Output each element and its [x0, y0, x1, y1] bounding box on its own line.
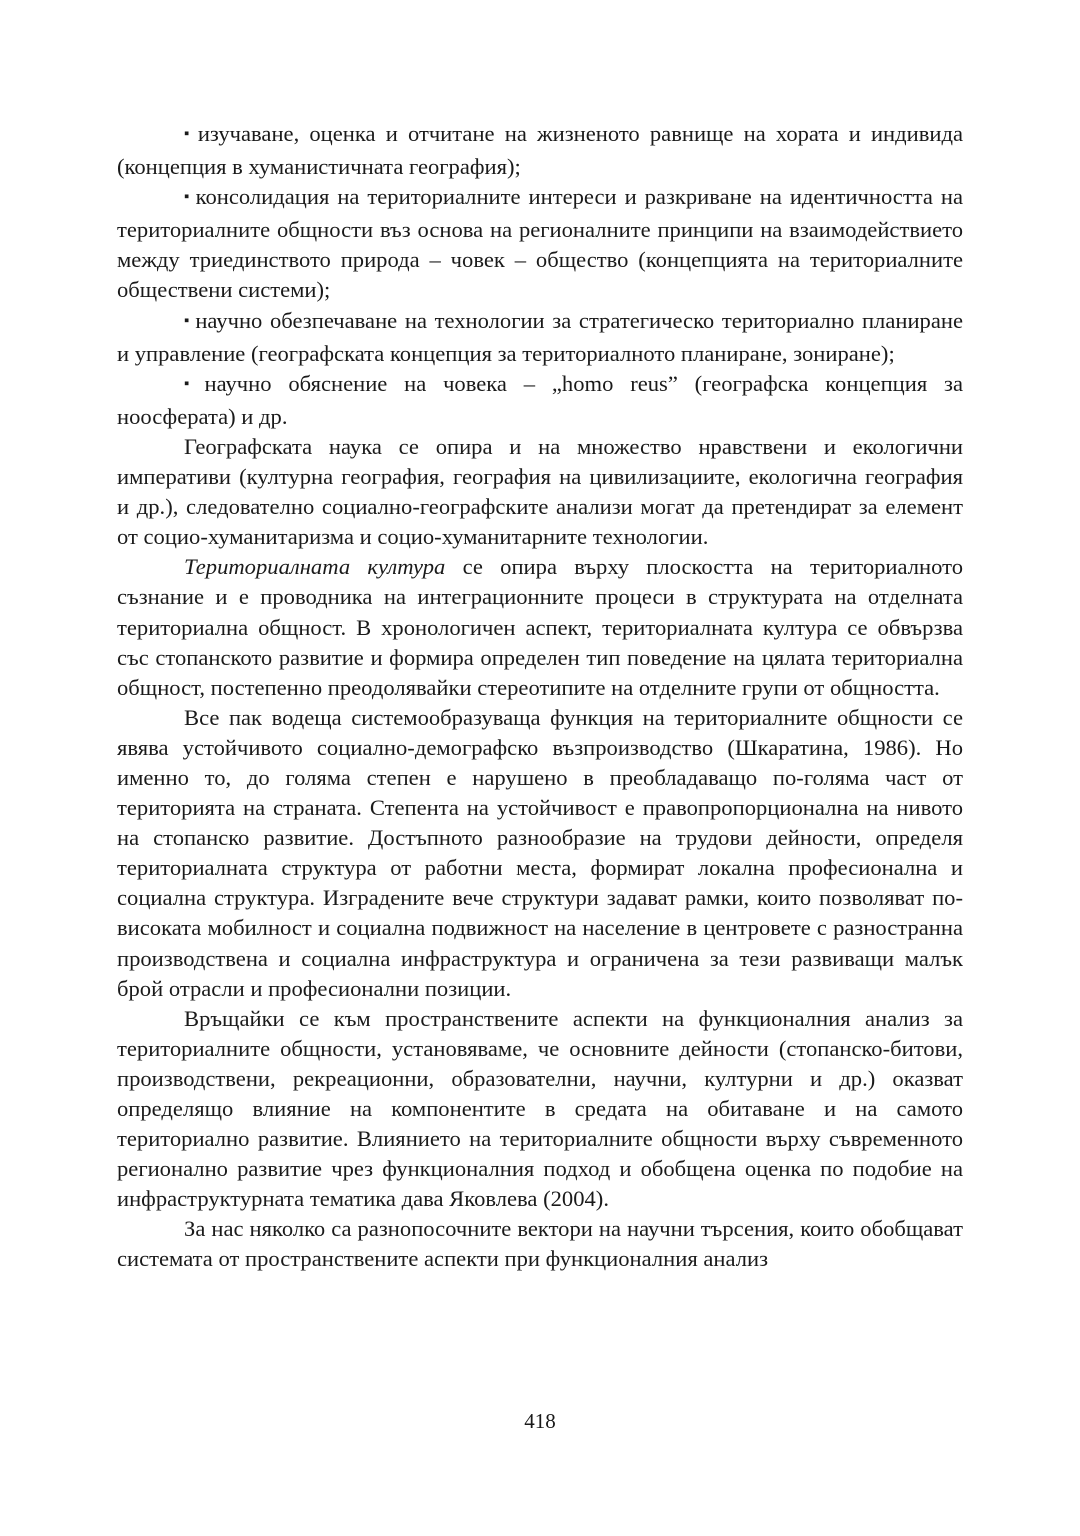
paragraph-territorial-culture	[117, 552, 963, 702]
bullet-item	[117, 182, 963, 305]
bullet-text: научно обезпечаване на технологии за стратегическо териториално планиране и управление (географската концепция за териториалното планиране, зониране);	[117, 307, 963, 366]
paragraph-text: се опира върху плоскостта на териториалното съзнание и е проводника на интеграционните процеси в структурата на отделната териториална общност. В хронологичен аспект, териториалната култура се обвързва със стопанското развитие и формира определен тип поведение на цялата териториална общност, постепенно преодолявайки стереотипите на отделните групи от общността.	[117, 554, 963, 700]
bullet-icon: ▪	[184, 375, 201, 392]
bullet-icon: ▪	[184, 189, 192, 206]
bullet-text: консолидация на териториалните интереси и разкриване на идентичността на териториалните общности въз основа на регионалните принципи на взаимодействието между триединството природа – човек – общество (концепцията на териториалните обществени системи);	[117, 184, 963, 303]
bullet-item	[117, 306, 963, 369]
page-body	[117, 119, 963, 1275]
paragraph-geographic-science: Географската наука се опира и на множество нравствени и екологични императиви (културна география, география на цивилизациите, екологична география и др.), следователно социално-географските анализи могат да претендират за елемент от социо-хуманитаризма и социо-хуманитарните технологии.	[117, 433, 963, 550]
page-number: 418	[524, 1409, 556, 1433]
paragraph-system-function: Все пак водеща системообразуваща функция на териториалните общности се явява устойчивото социално-демографско възпроизводство (Шкаратина, 1986). Но именно то, до голяма степен е нарушено в преобладаващо по-голяма част от територията на страната. Степента на устойчивост е правопропорционална на нивото на стопанско развитие. Достъпното разнообразие на трудови дейности, определя териториалната структура от работни места, формират локална професионална и социална структура. Изградените вече структури задават рамки, които позволяват по-високата мобилност и социална подвижност на население в центровете с разностранна производствена и социална инфраструктура и ограничена за тези развиващи малък брой отрасли и професионални позиции.	[117, 704, 963, 1001]
bullet-icon: ▪	[184, 312, 192, 329]
term-territorial-culture: Териториалната култура	[184, 554, 446, 580]
paragraph-spatial-aspects: Връщайки се към пространствените аспекти на функционалния анализ за териториалните общности, установяваме, че основните дейности (стопанско-битови, производствени, рекреационни, образователни, научни, културни и др.) оказват определящо влияние на компонентите в средата на обитаване и на самото териториално развитие. Влиянието на териториалните общности върху съвременното регионално развитие чрез функционалния подход и обобщена оценка по подобие на инфраструктурната тематика дава Яковлева (2004).	[117, 1005, 963, 1212]
bullet-text: изучаване, оценка и отчитане на жизненото равнище на хората и индивида (концепция в хуманистичната география);	[117, 121, 963, 180]
bullet-item	[117, 119, 963, 182]
bullet-icon: ▪	[184, 126, 194, 142]
bullet-item	[117, 369, 963, 432]
bullet-text: научно обяснение на човека – „homo reus” (географска концепция за ноосферата) и др.	[117, 370, 964, 429]
paragraph-research-vectors: За нас няколко са разнопосочните вектори на научни търсения, които обобщават системата от пространствените аспекти при функционалния анализ	[117, 1216, 963, 1272]
